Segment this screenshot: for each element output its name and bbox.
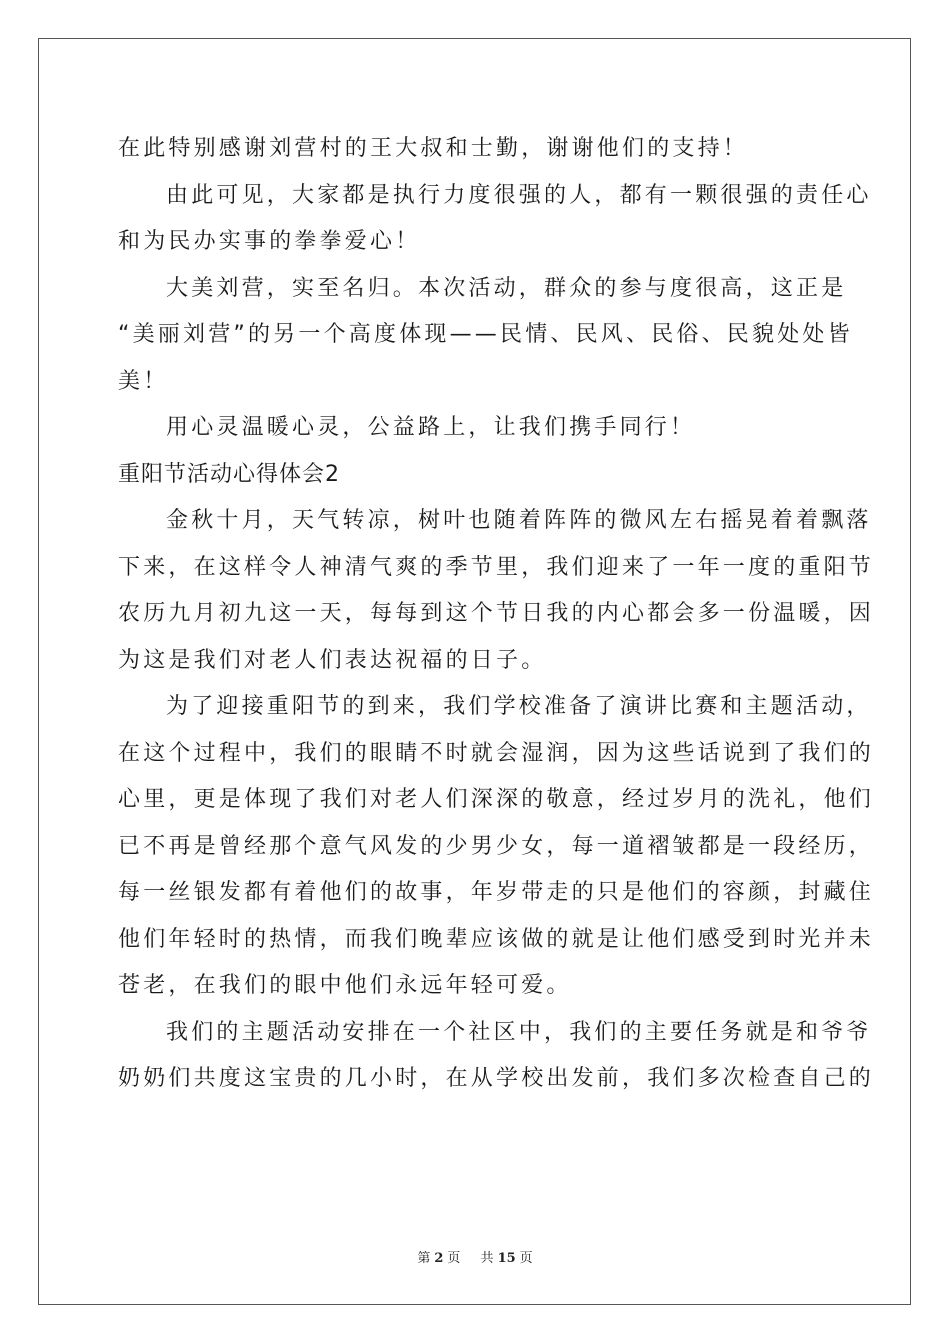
page-number: 2	[434, 1251, 444, 1266]
text-line: 苍老，在我们的眼中他们永远年轻可爱。	[118, 973, 572, 998]
text-line: 奶奶们共度这宝贵的几小时，在从学校出发前，我们多次检查自己的	[118, 1066, 875, 1091]
text-line: 下来，在这样令人神清气爽的季节里，我们迎来了一年一度的重阳节	[118, 554, 875, 580]
text-line: 由此可见，大家都是执行力度很强的人，都有一颗很强的责任心	[166, 182, 872, 208]
text-line: 美！	[118, 368, 169, 394]
page-prefix: 第	[417, 1251, 431, 1266]
document-body	[118, 126, 875, 1103]
total-prefix: 共	[480, 1251, 494, 1266]
text-line: 心里，更是体现了我们对老人们深深的敬意，经过岁月的洗礼，他们	[118, 787, 875, 812]
text-line: 在这个过程中，我们的眼睛不时就会湿润，因为这些话说到了我们的	[118, 740, 875, 766]
text-line: 在此特别感谢刘营村的王大叔和士勤，谢谢他们的支持！	[118, 136, 749, 161]
text-line: 农历九月初九这一天，每每到这个节日我的内心都会多一份温暖，因	[118, 601, 875, 626]
page-footer	[0, 1247, 950, 1266]
text-line: 用心灵温暖心灵，公益路上，让我们携手同行！	[166, 415, 696, 440]
text-line: 金秋十月，天气转凉，树叶也随着阵阵的微风左右摇晃着着飘落	[166, 508, 872, 533]
text-line: 大美刘营，实至名归。本次活动，群众的参与度很高，这正是	[166, 275, 847, 301]
text-line: 每一丝银发都有着他们的故事，年岁带走的只是他们的容颜，封藏住	[118, 880, 875, 905]
text-line: 已不再是曾经那个意气风发的少男少女，每一道褶皱都是一段经历，	[118, 833, 875, 859]
total-suffix: 页	[519, 1251, 533, 1266]
total-indicator	[477, 1251, 537, 1266]
text-line: 为了迎接重阳节的到来，我们学校准备了演讲比赛和主题活动，	[166, 694, 872, 719]
text-line: 为这是我们对老人们表达祝福的日子。	[118, 647, 547, 673]
text-line: 我们的主题活动安排在一个社区中，我们的主要任务就是和爷爷	[166, 1019, 872, 1045]
total-pages: 15	[497, 1251, 516, 1266]
text-line: 他们年轻时的热情，而我们晚辈应该做的就是让他们感受到时光并未	[118, 926, 875, 952]
page-suffix: 页	[447, 1251, 461, 1266]
text-line: “美丽刘营”的另一个高度体现——民情、民风、民俗、民貌处处皆	[118, 322, 853, 347]
text-line: 和为民办实事的拳拳爱心！	[118, 229, 421, 254]
page-indicator	[413, 1251, 464, 1266]
section-heading: 重阳节活动心得体会2	[118, 461, 340, 487]
